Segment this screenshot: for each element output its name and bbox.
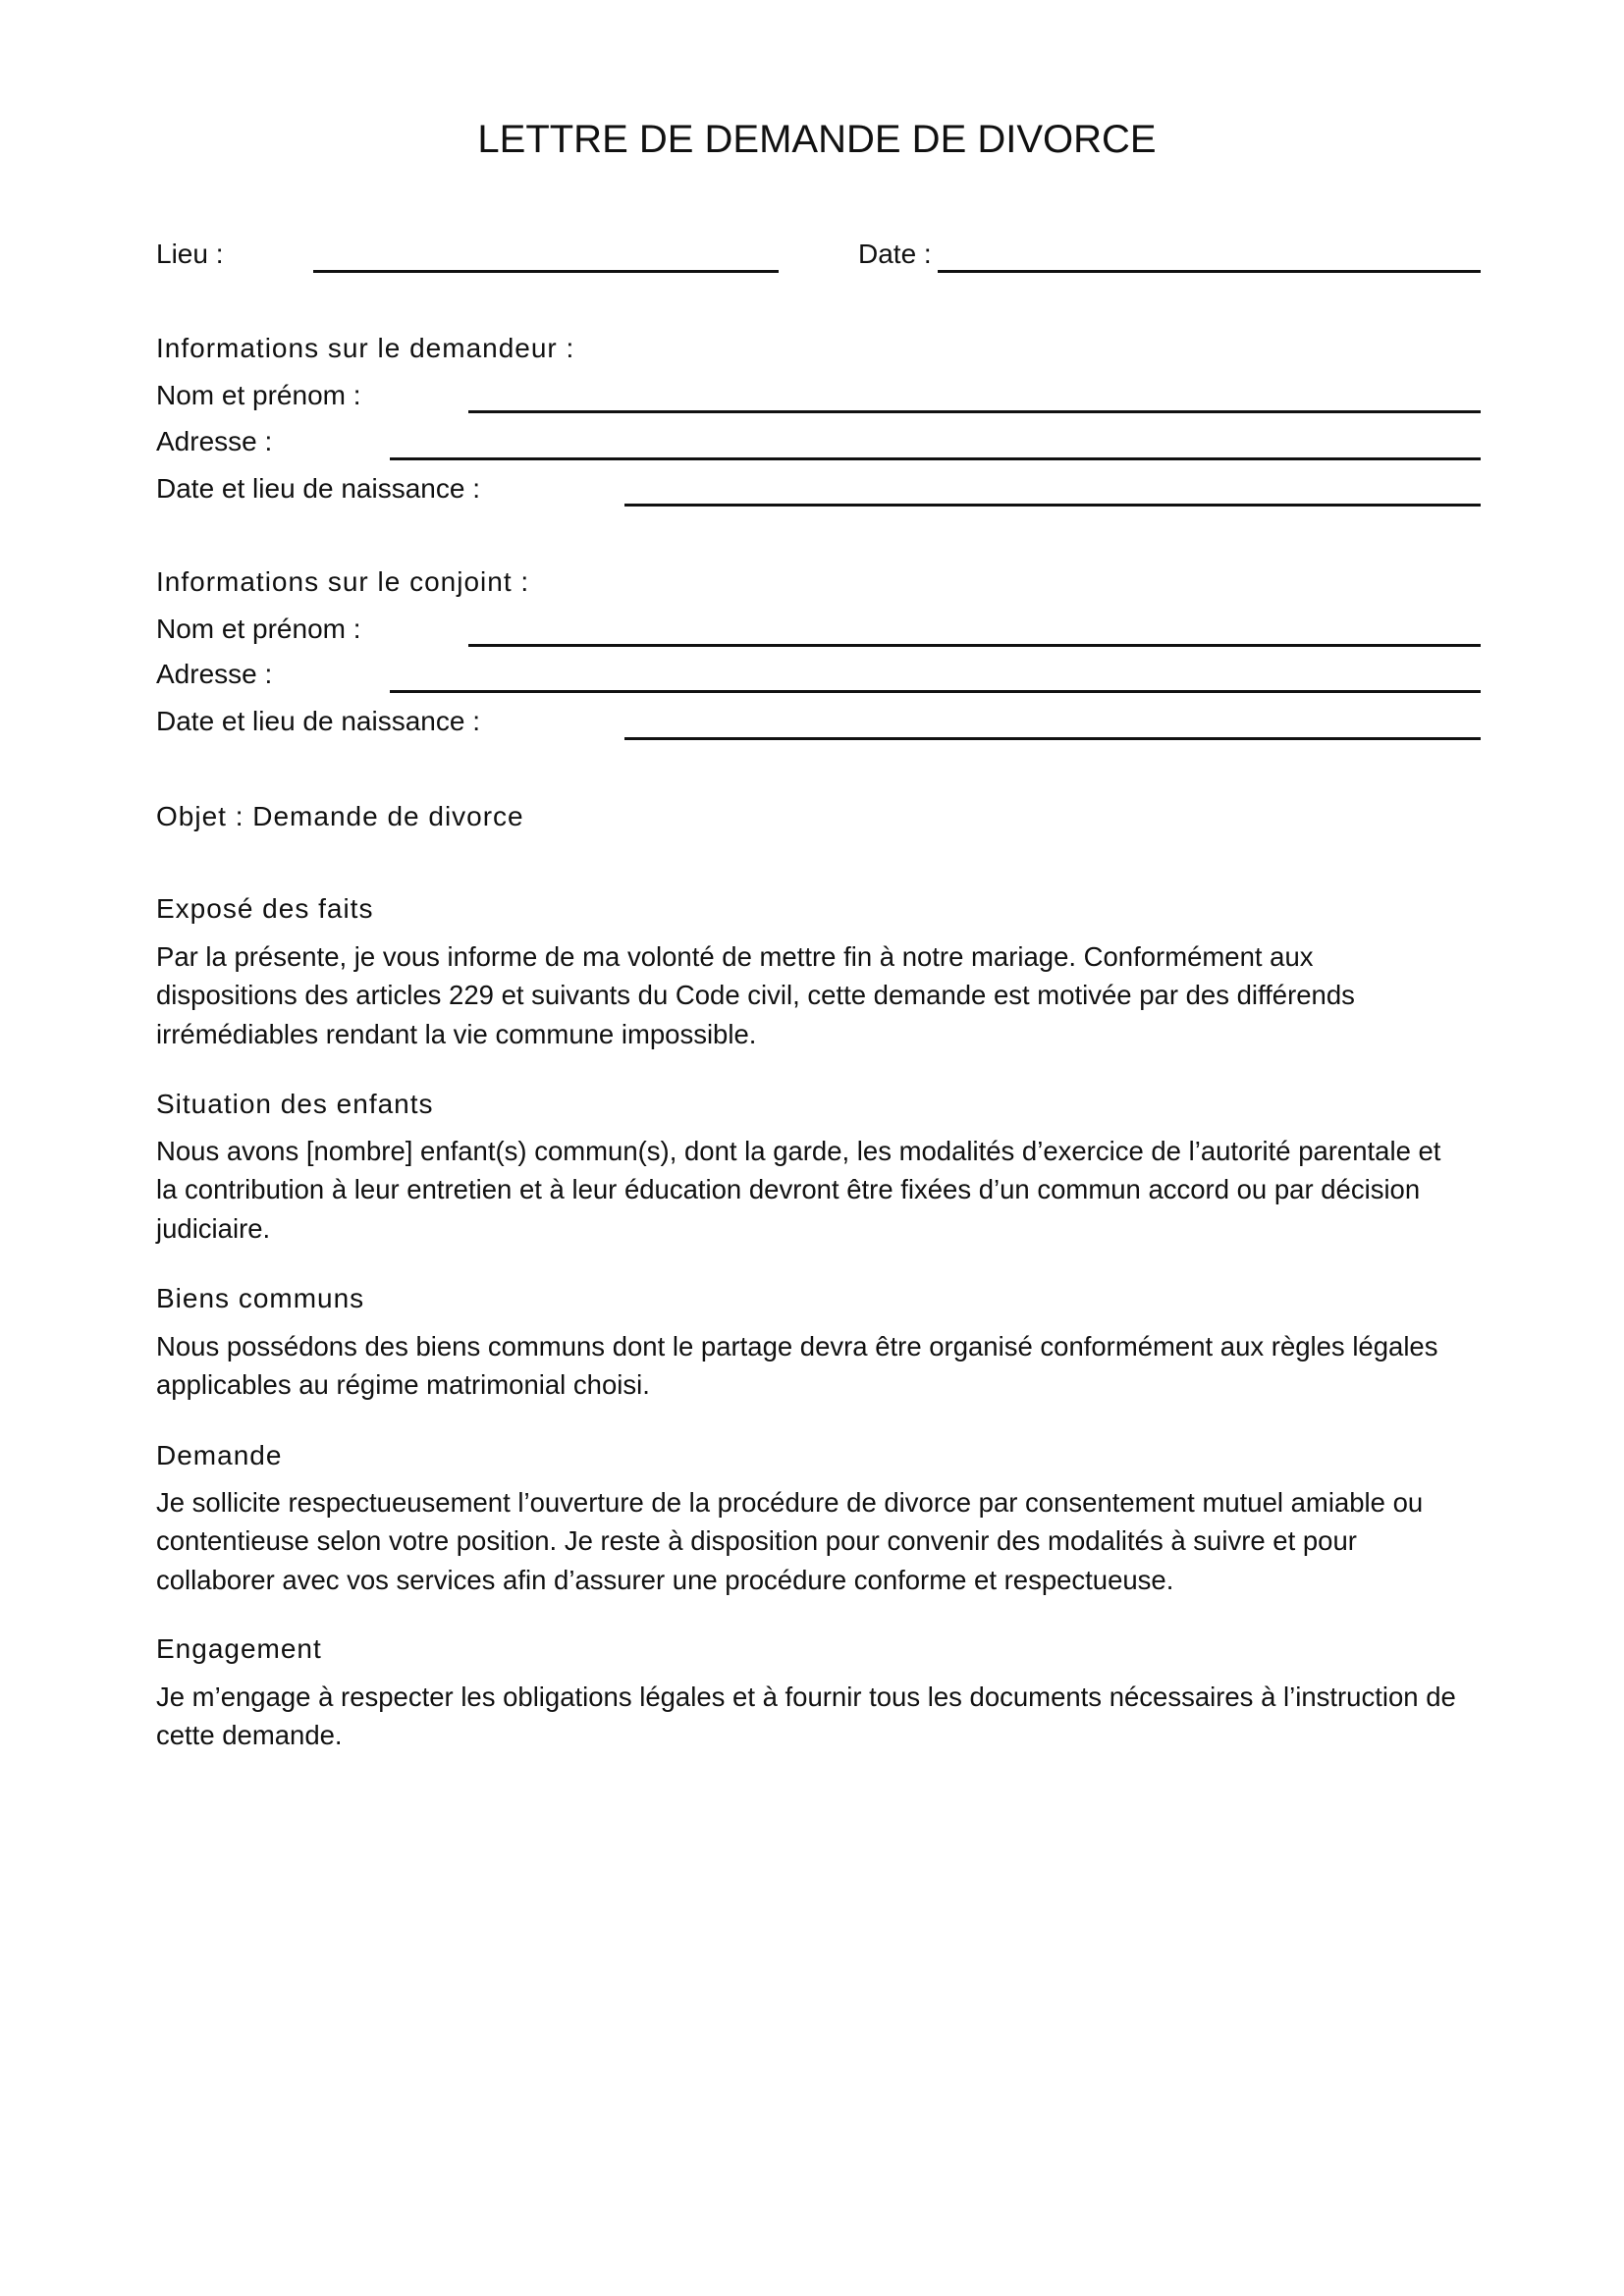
date-label: Date : (858, 239, 932, 269)
conjoint-naissance-field[interactable] (624, 737, 1481, 740)
section-heading-engagement: Engagement (156, 1633, 322, 1664)
demandeur-naissance-field[interactable] (624, 504, 1481, 507)
section-body-biens (156, 1327, 1491, 1405)
conjoint-nom-label: Nom et prénom : (156, 614, 361, 644)
demandeur-adresse-field[interactable] (390, 457, 1481, 460)
document-title: LETTRE DE DEMANDE DE DIVORCE (477, 118, 1157, 161)
section-heading-biens: Biens communs (156, 1283, 365, 1313)
paragraph-line: Par la présente, je vous informe de ma volonté de mettre fin à notre mariage. Conformément aux (156, 941, 1314, 972)
conjoint-adresse-field[interactable] (390, 690, 1481, 693)
demandeur-heading: Informations sur le demandeur : (156, 333, 575, 363)
paragraph-line: Nous possédons des biens communs dont le partage devra être organisé conformément aux règles légales (156, 1331, 1438, 1362)
paragraph-line: dispositions des articles 229 et suivants du Code civil, cette demande est motivée par des différends (156, 980, 1355, 1011)
paragraph-line: irrémédiables rendant la vie commune impossible. (156, 1018, 757, 1049)
conjoint-naissance-label: Date et lieu de naissance : (156, 706, 480, 736)
section-heading-expose: Exposé des faits (156, 893, 374, 924)
section-body-demande (156, 1483, 1491, 1599)
section-heading-demande: Demande (156, 1440, 283, 1470)
conjoint-nom-field[interactable] (468, 644, 1481, 647)
conjoint-heading: Informations sur le conjoint : (156, 566, 530, 597)
lieu-label: Lieu : (156, 239, 224, 269)
date-field[interactable] (938, 270, 1481, 273)
paragraph-line: Je sollicite respectueusement l’ouverture de la procédure de divorce par consentement mutuel amiable ou (156, 1487, 1424, 1518)
paragraph-line: applicables au régime matrimonial choisi. (156, 1369, 650, 1401)
demandeur-nom-label: Nom et prénom : (156, 380, 361, 410)
section-body-engagement (156, 1678, 1491, 1755)
section-heading-enfants: Situation des enfants (156, 1089, 434, 1119)
demandeur-nom-field[interactable] (468, 410, 1481, 413)
paragraph-line: Nous avons [nombre] enfant(s) commun(s), dont la garde, les modalités d’exercice de l’autorité parentale et (156, 1136, 1441, 1166)
paragraph-line: Je m’engage à respecter les obligations légales et à fournir tous les documents nécessaires à l’instruction de (156, 1682, 1456, 1712)
demandeur-adresse-label: Adresse : (156, 426, 273, 456)
section-body-expose (156, 937, 1491, 1053)
lieu-field[interactable] (313, 270, 779, 273)
paragraph-line: la contribution à leur entretien et à leur éducation devront être fixées d’un commun accord ou par décision (156, 1174, 1421, 1205)
conjoint-adresse-label: Adresse : (156, 659, 273, 689)
paragraph-line: contentieuse selon votre position. Je reste à disposition pour convenir des modalités à suivre et pour (156, 1525, 1357, 1557)
section-body-enfants (156, 1132, 1491, 1248)
paragraph-line: judiciaire. (156, 1212, 271, 1244)
paragraph-line: cette demande. (156, 1720, 343, 1751)
demandeur-naissance-label: Date et lieu de naissance : (156, 473, 480, 504)
paragraph-line: collaborer avec vos services afin d’assurer une procédure conforme et respectueuse. (156, 1564, 1174, 1595)
objet-line: Objet : Demande de divorce (156, 801, 524, 831)
